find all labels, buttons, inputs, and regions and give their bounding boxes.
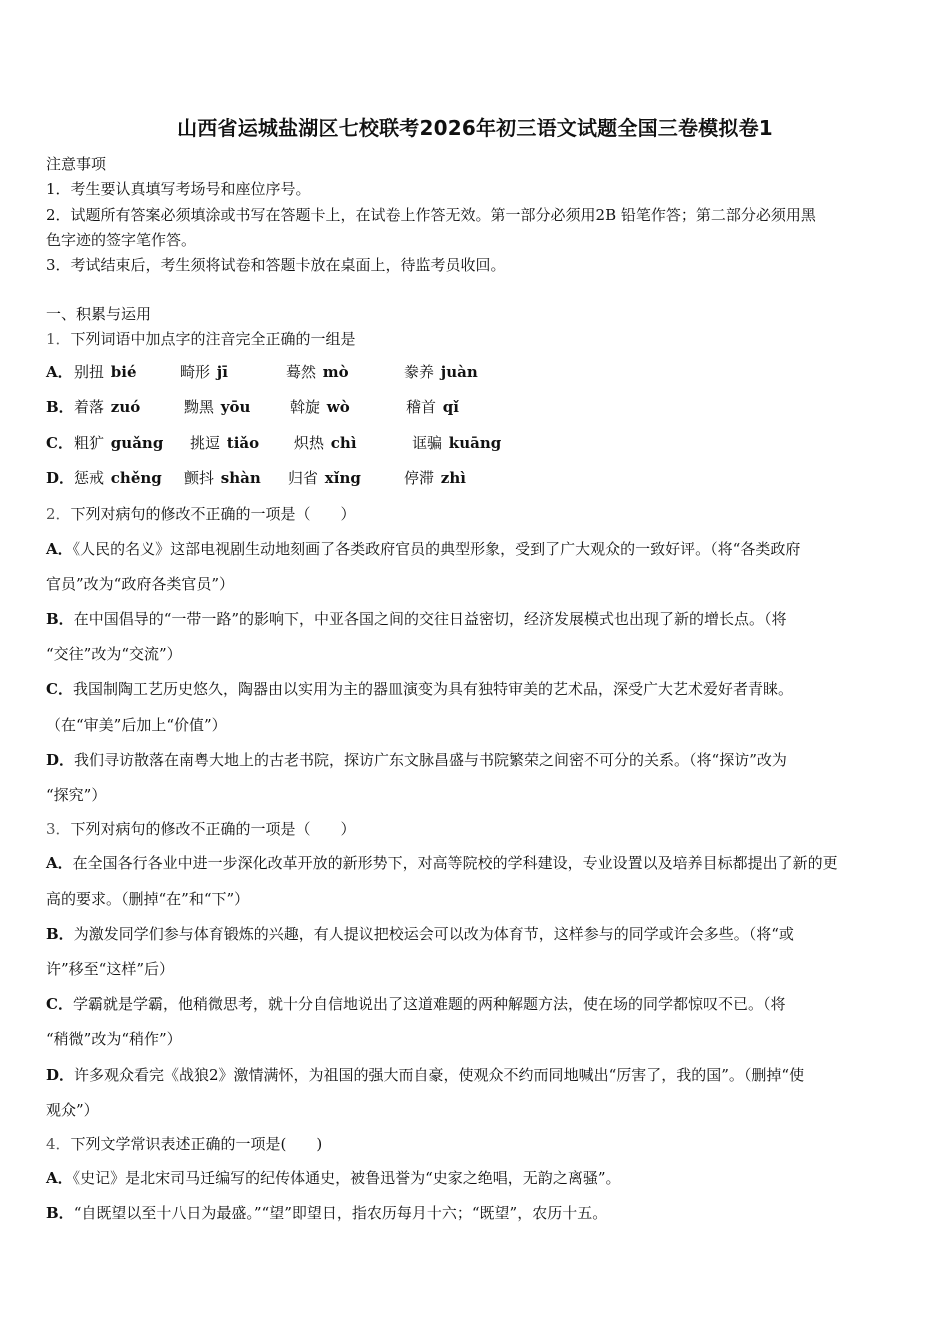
pinyin-item bbox=[412, 432, 501, 453]
word: 粗犷 bbox=[74, 434, 105, 452]
word: 颤抖 bbox=[184, 469, 215, 487]
word: 蓦然 bbox=[286, 363, 317, 381]
pinyin-item bbox=[288, 467, 361, 488]
pinyin: yōu bbox=[220, 398, 251, 416]
word: 炽热 bbox=[294, 434, 325, 452]
option-line bbox=[46, 852, 838, 873]
option-text: “自既望以至十八日为最盛。”“望”即望日，指农历每月十六；“既望”，农历十五。 bbox=[73, 1204, 608, 1222]
pinyin: chěng bbox=[110, 469, 162, 487]
option-label: D． bbox=[46, 751, 75, 769]
option-label: C． bbox=[46, 995, 73, 1013]
pinyin: xǐng bbox=[324, 469, 361, 487]
question-text: 下列对病句的修改不正确的一项是（ ） bbox=[70, 505, 356, 523]
word: 停滞 bbox=[404, 469, 435, 487]
word: 诓骗 bbox=[412, 434, 443, 452]
notice-item-1: 1．考生要认真填写考场号和座位序号。 bbox=[46, 180, 311, 198]
option-line bbox=[46, 784, 106, 805]
option-label: A． bbox=[46, 854, 73, 872]
option-text: 许”移至“这样”后） bbox=[46, 960, 175, 978]
option-line bbox=[46, 608, 787, 629]
page-title: 山西省运城盐湖区七校联考2026年初三语文试题全国三卷模拟卷1 bbox=[177, 116, 773, 140]
pinyin-item bbox=[404, 361, 478, 382]
pinyin: jī bbox=[216, 363, 228, 381]
option-line bbox=[46, 643, 182, 664]
section-heading: 一、积累与运用 bbox=[46, 305, 152, 323]
option-line bbox=[46, 958, 174, 979]
option-line bbox=[46, 714, 227, 735]
pinyin: zhì bbox=[440, 469, 466, 487]
option-text: 《人民的名义》这部电视剧生动地刻画了各类政府官员的典型形象，受到了广大观众的一致好评。（将“各类政府 bbox=[72, 540, 801, 558]
option-line bbox=[46, 749, 787, 770]
pinyin-item bbox=[294, 432, 357, 453]
option-label: C． bbox=[46, 680, 73, 698]
option-line bbox=[46, 678, 793, 699]
option-label: B． bbox=[46, 925, 74, 943]
pinyin-item bbox=[184, 396, 250, 417]
question-1-stem bbox=[46, 328, 356, 349]
option-text: 高的要求。（删掉“在”和“下”） bbox=[46, 890, 250, 908]
notice-heading: 注意事项 bbox=[46, 155, 107, 173]
word: 着落 bbox=[74, 398, 105, 416]
question-2-stem bbox=[46, 503, 356, 524]
pinyin-item bbox=[74, 432, 163, 453]
option-line bbox=[46, 1167, 620, 1188]
option-label: B． bbox=[46, 398, 74, 416]
pinyin: mò bbox=[322, 363, 349, 381]
pinyin-item bbox=[74, 467, 162, 488]
option-line bbox=[46, 888, 249, 909]
notice-item-3: 3．考试结束后，考生须将试卷和答题卡放在桌面上，待监考员收回。 bbox=[46, 256, 506, 274]
option-text: 我国制陶工艺历史悠久，陶器由以实用为主的器皿演变为具有独特审美的艺术品，深受广大艺术爱好者青睐。 bbox=[72, 680, 793, 698]
option-label: B． bbox=[46, 1204, 74, 1222]
pinyin-item bbox=[286, 361, 349, 382]
question-4-stem bbox=[46, 1133, 322, 1154]
pinyin: bié bbox=[110, 363, 137, 381]
option-text: 官员”改为“政府各类官员”） bbox=[46, 575, 235, 593]
option-text: “交往”改为“交流”） bbox=[46, 645, 182, 663]
word: 稽首 bbox=[406, 398, 437, 416]
pinyin: guǎng bbox=[110, 434, 164, 452]
option-text: 在中国倡导的“一带一路”的影响下，中亚各国之间的交往日益密切，经济发展模式也出现了新的增长点。（将 bbox=[73, 610, 787, 628]
word: 斡旋 bbox=[290, 398, 321, 416]
option-line bbox=[46, 1064, 804, 1085]
option-text: 我们寻访散落在南粤大地上的古老书院，探访广东文脉昌盛与书院繁荣之间密不可分的关系。（将“探访”改为 bbox=[74, 751, 787, 769]
pinyin-item bbox=[404, 467, 466, 488]
option-line bbox=[46, 1099, 99, 1120]
option-text: 学霸就是学霸，他稍微思考，就十分自信地说出了这道难题的两种解题方法，使在场的同学都惊叹不已。（将 bbox=[72, 995, 786, 1013]
option-text: “探究”） bbox=[46, 786, 107, 804]
question-3-stem bbox=[46, 818, 356, 839]
option-text: 许多观众看完《战狼2》激情满怀，为祖国的强大而自豪，使观众不约而同地喊出“厉害了，我的国”。（删掉“使 bbox=[74, 1066, 805, 1084]
pinyin: chì bbox=[330, 434, 357, 452]
option-line bbox=[46, 993, 785, 1014]
option-line bbox=[46, 923, 794, 944]
option-line bbox=[46, 1028, 182, 1049]
pinyin: juàn bbox=[440, 363, 478, 381]
word: 黝黑 bbox=[184, 398, 215, 416]
word: 惩戒 bbox=[74, 469, 105, 487]
question-number: 1． bbox=[46, 330, 71, 348]
pinyin-item bbox=[406, 396, 459, 417]
question-number: 4． bbox=[46, 1135, 71, 1153]
notice-item-2: 2．试题所有答案必须填涂或书写在答题卡上，在试卷上作答无效。第一部分必须用2B 铅笔作答；第二部分必须用黑 bbox=[46, 206, 816, 224]
option-line bbox=[46, 1202, 607, 1223]
option-label: A． bbox=[46, 1169, 73, 1187]
option-text: 《史记》是北宋司马迁编写的纪传体通史，被鲁迅誉为“史家之绝唱，无韵之离骚”。 bbox=[72, 1169, 621, 1187]
question-text: 下列词语中加点字的注音完全正确的一组是 bbox=[70, 330, 356, 348]
word: 归省 bbox=[288, 469, 319, 487]
pinyin: zuó bbox=[110, 398, 141, 416]
pinyin-item bbox=[74, 396, 140, 417]
option-text: 在全国各行各业中进一步深化改革开放的新形势下，对高等院校的学科建设，专业设置以及培养目标都提出了新的更 bbox=[72, 854, 838, 872]
notice-item-2-cont: 色字迹的签字笔作答。 bbox=[46, 231, 197, 249]
pinyin-item bbox=[190, 432, 259, 453]
option-text: （在“审美”后加上“价值”） bbox=[46, 716, 227, 734]
word: 豢养 bbox=[404, 363, 435, 381]
question-number: 2． bbox=[46, 505, 71, 523]
pinyin-item bbox=[184, 467, 261, 488]
option-text: 观众”） bbox=[46, 1101, 99, 1119]
pinyin-item bbox=[180, 361, 228, 382]
option-line bbox=[46, 573, 234, 594]
pinyin: tiǎo bbox=[226, 434, 260, 452]
option-label: B． bbox=[46, 610, 74, 628]
question-number: 3． bbox=[46, 820, 71, 838]
option-label: A． bbox=[46, 363, 73, 381]
pinyin-item bbox=[74, 361, 137, 382]
option-label: D． bbox=[46, 1066, 75, 1084]
question-text: 下列文学常识表述正确的一项是( ) bbox=[70, 1135, 323, 1153]
pinyin: wò bbox=[326, 398, 350, 416]
pinyin: kuāng bbox=[448, 434, 502, 452]
option-text: “稍微”改为“稍作”） bbox=[46, 1030, 182, 1048]
question-text: 下列对病句的修改不正确的一项是（ ） bbox=[70, 820, 356, 838]
pinyin: qǐ bbox=[442, 398, 459, 416]
option-line bbox=[46, 538, 800, 559]
word: 别扭 bbox=[74, 363, 105, 381]
pinyin-item bbox=[290, 396, 350, 417]
option-label: D． bbox=[46, 469, 75, 487]
word: 畸形 bbox=[180, 363, 211, 381]
option-text: 为激发同学们参与体育锻炼的兴趣，有人提议把校运会可以改为体育节，这样参与的同学或许会多些。（将“或 bbox=[73, 925, 794, 943]
option-label: C． bbox=[46, 434, 73, 452]
word: 挑逗 bbox=[190, 434, 221, 452]
option-label: A． bbox=[46, 540, 73, 558]
pinyin: shàn bbox=[220, 469, 261, 487]
